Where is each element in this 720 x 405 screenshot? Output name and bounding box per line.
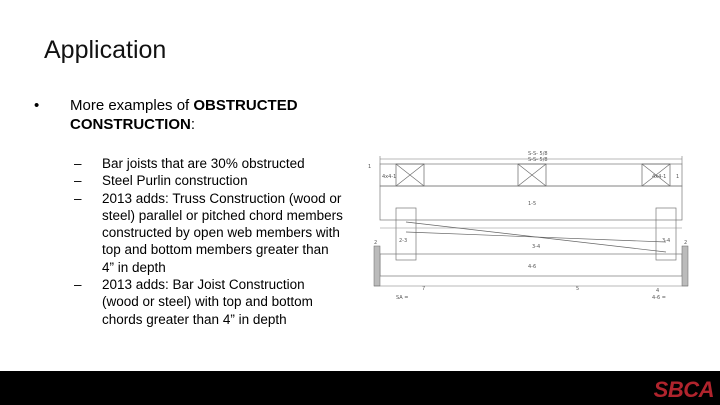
sub-bullet-item — [34, 172, 344, 189]
right-mark: 1 — [676, 174, 680, 180]
left-mark: 1 — [368, 164, 372, 170]
sub-bullet-item — [34, 276, 344, 328]
dash-glyph: – — [74, 156, 82, 171]
top-dim-label-1: S-S- 5/8 — [528, 151, 548, 157]
truss-drawing — [366, 150, 698, 310]
right-wall — [682, 246, 688, 286]
diagonal-label: 3-4 — [532, 244, 541, 250]
lower-member-label: 4-6 — [528, 264, 537, 270]
main-bullet — [34, 96, 344, 134]
sub-bullet-text: Steel Purlin construction — [102, 173, 248, 189]
right-post — [656, 208, 676, 260]
bullet-suffix: : — [190, 116, 195, 133]
bullet-glyph: • — [34, 97, 40, 114]
sub-bullet-item — [34, 155, 344, 172]
slide-content — [34, 96, 344, 328]
corner-left-mark: 2 — [374, 240, 378, 246]
left-post — [396, 208, 416, 260]
corner-right-mark: 2 — [684, 240, 688, 246]
sa-label: SA = — [396, 295, 409, 301]
diagonal-member — [406, 232, 666, 242]
sbca-logo: SBCA — [653, 377, 714, 402]
bullet-bold-term: OBSTRUCTED CONSTRUCTION — [70, 97, 298, 133]
right-post-label: 3-4 — [662, 238, 671, 244]
construction-diagram — [366, 150, 698, 310]
dash-glyph: – — [74, 173, 82, 189]
left-post-label: 2-3 — [399, 238, 408, 244]
bottom-mid-mark: 5 — [576, 286, 580, 292]
left-wall — [374, 246, 380, 286]
upper-member-label: 1-5 — [528, 201, 537, 207]
sub-bullet-item — [34, 190, 344, 276]
bullet-prefix: More examples of — [70, 97, 194, 114]
right-box-label: 4x4-1 — [652, 174, 667, 180]
sub-bullet-list — [34, 155, 344, 328]
sub-bullet-text: 2013 adds: Bar Joist Construction (wood or steel) with top and bottom chords greater than 4” in depth — [102, 277, 313, 327]
left-box-label: 4x4-1 — [382, 174, 397, 180]
top-chord — [380, 164, 682, 186]
top-dim-label-2: S-S- 5/8 — [528, 157, 548, 163]
bottom-left-mark: 7 — [422, 286, 426, 292]
bottom-right-label: 4-6 = — [652, 295, 666, 301]
sub-bullet-text: 2013 adds: Truss Construction (wood or steel) parallel or pitched chord members constructed by open web members with top and bottom members greater than 4” in depth — [102, 190, 343, 275]
slide-title: Application — [44, 36, 167, 64]
dash-glyph: – — [74, 277, 82, 293]
footer-bar — [0, 371, 720, 405]
bottom-right-mark: 4 — [656, 288, 660, 294]
dash-glyph: – — [74, 190, 82, 206]
sub-bullet-text: Bar joists that are 30% obstructed — [102, 156, 305, 171]
